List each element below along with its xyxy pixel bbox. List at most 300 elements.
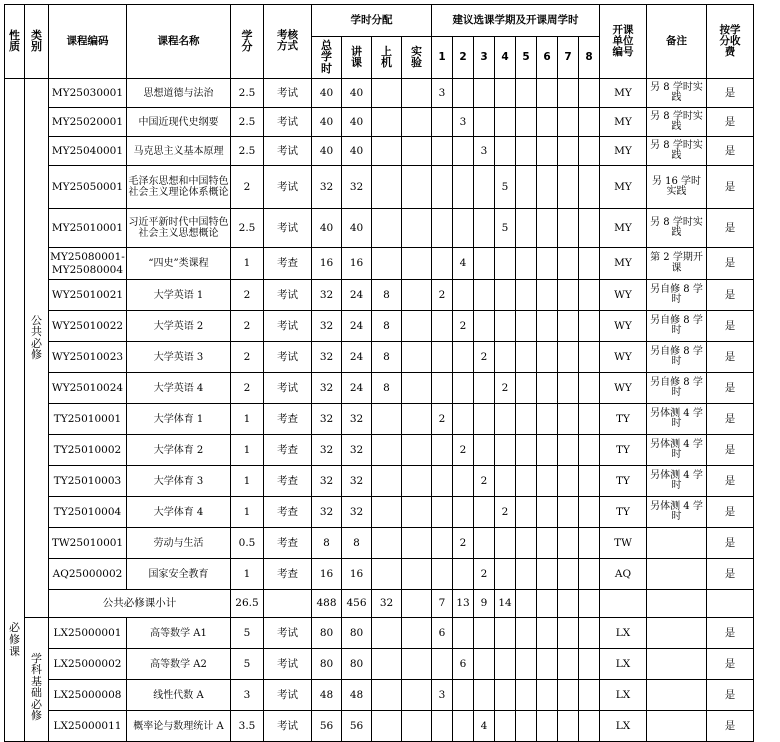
course-semester-3 [474, 280, 495, 311]
course-semester-7 [558, 166, 579, 209]
course-semester-5 [516, 618, 537, 649]
course-semester-7 [558, 435, 579, 466]
course-lecture-hours: 48 [342, 680, 372, 711]
course-semester-1: 2 [432, 404, 453, 435]
course-semester-6 [537, 280, 558, 311]
course-credits: 1 [231, 497, 264, 528]
course-credits: 1 [231, 466, 264, 497]
subtotal-semester-6 [537, 590, 558, 618]
course-total-hours: 56 [312, 711, 342, 742]
course-total-hours: 32 [312, 404, 342, 435]
course-experiment-hours [402, 108, 432, 137]
course-exam-method: 考试 [264, 373, 312, 404]
course-semester-3 [474, 680, 495, 711]
table-row [5, 404, 754, 435]
course-semester-2: 4 [453, 248, 474, 280]
course-fee: 是 [707, 528, 754, 559]
table-row [5, 618, 754, 649]
table-row [5, 497, 754, 528]
course-semester-5 [516, 108, 537, 137]
course-unit-code: MY [600, 108, 647, 137]
header-total-hours: 总学时 [312, 37, 342, 79]
header-experiment-hours: 实验 [402, 37, 432, 79]
header-nature: 性质 [5, 5, 25, 79]
course-credits: 1 [231, 559, 264, 590]
course-name: 习近平新时代中国特色社会主义思想概论 [127, 209, 231, 248]
course-experiment-hours [402, 435, 432, 466]
subtotal-semester-5 [516, 590, 537, 618]
course-lecture-hours: 56 [342, 711, 372, 742]
course-code: LX25000008 [49, 680, 127, 711]
course-semester-5 [516, 79, 537, 108]
course-semester-2: 2 [453, 435, 474, 466]
course-credits: 2 [231, 166, 264, 209]
course-name: 国家安全教育 [127, 559, 231, 590]
course-unit-code: LX [600, 649, 647, 680]
course-fee: 是 [707, 342, 754, 373]
course-semester-6 [537, 435, 558, 466]
course-semester-8 [579, 528, 600, 559]
course-semester-4: 5 [495, 166, 516, 209]
course-semester-8 [579, 342, 600, 373]
course-name: 概率论与数理统计 A [127, 711, 231, 742]
course-semester-8 [579, 435, 600, 466]
course-semester-1 [432, 711, 453, 742]
table-row [5, 248, 754, 280]
course-semester-8 [579, 137, 600, 166]
course-lecture-hours: 32 [342, 497, 372, 528]
course-credits: 1 [231, 435, 264, 466]
course-note [647, 711, 707, 742]
course-semester-2: 2 [453, 311, 474, 342]
course-total-hours: 8 [312, 528, 342, 559]
course-semester-1: 3 [432, 680, 453, 711]
course-semester-1 [432, 311, 453, 342]
header-semester-4: 4 [495, 37, 516, 79]
course-name: 大学英语 2 [127, 311, 231, 342]
course-semester-7 [558, 209, 579, 248]
course-semester-5 [516, 209, 537, 248]
subtotal-label: 公共必修课小计 [49, 590, 231, 618]
course-semester-3 [474, 79, 495, 108]
course-semester-7 [558, 404, 579, 435]
course-computer-hours: 8 [372, 280, 402, 311]
course-semester-1 [432, 108, 453, 137]
course-semester-5 [516, 497, 537, 528]
course-semester-6 [537, 137, 558, 166]
course-computer-hours [372, 466, 402, 497]
course-semester-6 [537, 248, 558, 280]
course-semester-4 [495, 680, 516, 711]
course-computer-hours: 8 [372, 342, 402, 373]
course-semester-2 [453, 166, 474, 209]
course-semester-3: 2 [474, 342, 495, 373]
course-credits: 2.5 [231, 108, 264, 137]
course-semester-7 [558, 466, 579, 497]
course-computer-hours [372, 435, 402, 466]
course-computer-hours [372, 108, 402, 137]
course-experiment-hours [402, 166, 432, 209]
course-unit-code: MY [600, 248, 647, 280]
course-unit-code: TW [600, 528, 647, 559]
course-experiment-hours [402, 497, 432, 528]
course-semester-8 [579, 311, 600, 342]
course-experiment-hours [402, 680, 432, 711]
course-semester-6 [537, 108, 558, 137]
nature-label: 必修课 [5, 79, 25, 742]
course-semester-3 [474, 166, 495, 209]
course-semester-3 [474, 404, 495, 435]
course-experiment-hours [402, 248, 432, 280]
course-semester-2: 3 [453, 108, 474, 137]
course-computer-hours [372, 209, 402, 248]
course-semester-2 [453, 342, 474, 373]
course-credits: 1 [231, 404, 264, 435]
subtotal-semester-8 [579, 590, 600, 618]
course-semester-6 [537, 373, 558, 404]
course-code: TY25010002 [49, 435, 127, 466]
course-computer-hours [372, 711, 402, 742]
header-hours-allocation: 学时分配 [312, 5, 432, 37]
course-semester-6 [537, 342, 558, 373]
course-computer-hours [372, 79, 402, 108]
course-credits: 5 [231, 618, 264, 649]
course-name: 大学体育 3 [127, 466, 231, 497]
table-row [5, 79, 754, 108]
course-semester-7 [558, 680, 579, 711]
course-exam-method: 考试 [264, 342, 312, 373]
header-computer-hours: 上机 [372, 37, 402, 79]
course-semester-4 [495, 466, 516, 497]
header-note: 备注 [647, 5, 707, 79]
table-row [5, 435, 754, 466]
header-semester-2: 2 [453, 37, 474, 79]
course-experiment-hours [402, 311, 432, 342]
course-fee: 是 [707, 711, 754, 742]
header-course-name: 课程名称 [127, 5, 231, 79]
course-experiment-hours [402, 373, 432, 404]
header-semester-7: 7 [558, 37, 579, 79]
course-semester-1 [432, 497, 453, 528]
course-fee: 是 [707, 466, 754, 497]
curriculum-table-wrapper [4, 4, 754, 742]
course-semester-3 [474, 618, 495, 649]
course-semester-1: 2 [432, 280, 453, 311]
course-semester-3 [474, 497, 495, 528]
course-semester-5 [516, 311, 537, 342]
course-semester-2: 6 [453, 649, 474, 680]
course-experiment-hours [402, 404, 432, 435]
course-semester-8 [579, 618, 600, 649]
subtotal-semester-7 [558, 590, 579, 618]
course-unit-code: MY [600, 137, 647, 166]
course-semester-6 [537, 79, 558, 108]
curriculum-table [4, 4, 754, 742]
course-semester-1 [432, 559, 453, 590]
course-code: AQ25000002 [49, 559, 127, 590]
course-lecture-hours: 24 [342, 342, 372, 373]
course-semester-3 [474, 209, 495, 248]
course-semester-8 [579, 79, 600, 108]
course-total-hours: 32 [312, 342, 342, 373]
course-semester-2 [453, 373, 474, 404]
header-semester-5: 5 [516, 37, 537, 79]
course-note: 另体测 4 学时 [647, 497, 707, 528]
course-note: 另 8 学时实践 [647, 209, 707, 248]
course-code: MY25050001 [49, 166, 127, 209]
course-semester-6 [537, 404, 558, 435]
course-semester-3 [474, 649, 495, 680]
course-experiment-hours [402, 711, 432, 742]
course-semester-8 [579, 404, 600, 435]
course-semester-1 [432, 649, 453, 680]
course-semester-4 [495, 137, 516, 166]
course-semester-5 [516, 166, 537, 209]
course-name: 中国近现代史纲要 [127, 108, 231, 137]
course-computer-hours [372, 166, 402, 209]
course-semester-1 [432, 466, 453, 497]
course-exam-method: 考试 [264, 166, 312, 209]
course-experiment-hours [402, 649, 432, 680]
course-fee: 是 [707, 559, 754, 590]
course-semester-8 [579, 248, 600, 280]
course-semester-8 [579, 466, 600, 497]
subtotal-experiment-hours [402, 590, 432, 618]
header-unit-code: 开课单位编号 [600, 5, 647, 79]
course-code: WY25010021 [49, 280, 127, 311]
table-row [5, 108, 754, 137]
course-semester-7 [558, 528, 579, 559]
course-experiment-hours [402, 559, 432, 590]
course-semester-8 [579, 280, 600, 311]
course-total-hours: 32 [312, 435, 342, 466]
course-semester-7 [558, 137, 579, 166]
course-exam-method: 考查 [264, 404, 312, 435]
course-semester-4 [495, 108, 516, 137]
course-semester-2 [453, 404, 474, 435]
table-row [5, 209, 754, 248]
course-name: 大学体育 4 [127, 497, 231, 528]
course-semester-2 [453, 680, 474, 711]
course-note: 另自修 8 学时 [647, 280, 707, 311]
course-semester-5 [516, 373, 537, 404]
table-row [5, 342, 754, 373]
course-name: 高等数学 A1 [127, 618, 231, 649]
course-semester-3: 2 [474, 559, 495, 590]
header-credits: 学分 [231, 5, 264, 79]
course-total-hours: 40 [312, 108, 342, 137]
course-semester-8 [579, 680, 600, 711]
course-code: MY25030001 [49, 79, 127, 108]
course-exam-method: 考试 [264, 209, 312, 248]
course-total-hours: 32 [312, 166, 342, 209]
course-semester-4 [495, 404, 516, 435]
course-name: 毛泽东思想和中国特色社会主义理论体系概论 [127, 166, 231, 209]
course-unit-code: TY [600, 404, 647, 435]
course-name: 线性代数 A [127, 680, 231, 711]
course-semester-7 [558, 311, 579, 342]
course-fee: 是 [707, 618, 754, 649]
course-exam-method: 考试 [264, 108, 312, 137]
course-note [647, 528, 707, 559]
course-semester-3 [474, 435, 495, 466]
course-semester-1: 3 [432, 79, 453, 108]
course-fee: 是 [707, 166, 754, 209]
table-row [5, 528, 754, 559]
course-semester-4 [495, 79, 516, 108]
course-semester-3 [474, 373, 495, 404]
course-note [647, 680, 707, 711]
course-computer-hours: 8 [372, 311, 402, 342]
course-semester-8 [579, 711, 600, 742]
course-experiment-hours [402, 137, 432, 166]
course-semester-8 [579, 108, 600, 137]
category-basic-label: 学科基础必修 [25, 618, 49, 742]
course-semester-6 [537, 649, 558, 680]
course-credits: 2.5 [231, 79, 264, 108]
course-code: WY25010022 [49, 311, 127, 342]
course-experiment-hours [402, 342, 432, 373]
course-semester-7 [558, 108, 579, 137]
course-fee: 是 [707, 435, 754, 466]
course-semester-1 [432, 528, 453, 559]
course-total-hours: 80 [312, 649, 342, 680]
course-computer-hours [372, 618, 402, 649]
course-semester-1 [432, 342, 453, 373]
course-semester-7 [558, 373, 579, 404]
header-semester-6: 6 [537, 37, 558, 79]
course-semester-5 [516, 559, 537, 590]
course-semester-8 [579, 166, 600, 209]
course-semester-2 [453, 137, 474, 166]
course-fee: 是 [707, 497, 754, 528]
course-semester-7 [558, 649, 579, 680]
course-semester-3: 4 [474, 711, 495, 742]
course-semester-7 [558, 711, 579, 742]
course-exam-method: 考试 [264, 618, 312, 649]
course-semester-2 [453, 79, 474, 108]
course-lecture-hours: 32 [342, 404, 372, 435]
course-semester-2 [453, 497, 474, 528]
course-semester-4: 5 [495, 209, 516, 248]
header-semester-group: 建议选课学期及开课周学时 [432, 5, 600, 37]
subtotal-semester-1: 7 [432, 590, 453, 618]
course-semester-4 [495, 342, 516, 373]
course-fee: 是 [707, 209, 754, 248]
course-experiment-hours [402, 79, 432, 108]
course-semester-5 [516, 680, 537, 711]
course-credits: 5 [231, 649, 264, 680]
course-credits: 2.5 [231, 209, 264, 248]
course-note: 另体测 4 学时 [647, 435, 707, 466]
subtotal-note [647, 590, 707, 618]
course-note: 另体测 4 学时 [647, 404, 707, 435]
course-semester-2 [453, 559, 474, 590]
course-unit-code: LX [600, 711, 647, 742]
course-semester-2 [453, 209, 474, 248]
course-semester-5 [516, 248, 537, 280]
course-credits: 2 [231, 373, 264, 404]
subtotal-unit [600, 590, 647, 618]
course-code: WY25010024 [49, 373, 127, 404]
course-name: 大学英语 1 [127, 280, 231, 311]
course-lecture-hours: 16 [342, 248, 372, 280]
course-credits: 3 [231, 680, 264, 711]
course-code: TW25010001 [49, 528, 127, 559]
table-row [5, 466, 754, 497]
course-code: LX25000011 [49, 711, 127, 742]
subtotal-total-hours: 488 [312, 590, 342, 618]
course-semester-3: 2 [474, 466, 495, 497]
course-semester-3 [474, 248, 495, 280]
course-lecture-hours: 32 [342, 435, 372, 466]
table-row [5, 280, 754, 311]
course-computer-hours [372, 137, 402, 166]
course-note: 第 2 学期开课 [647, 248, 707, 280]
course-experiment-hours [402, 280, 432, 311]
course-unit-code: WY [600, 311, 647, 342]
course-semester-2 [453, 618, 474, 649]
course-unit-code: MY [600, 79, 647, 108]
course-semester-5 [516, 280, 537, 311]
course-semester-8 [579, 497, 600, 528]
table-row [5, 680, 754, 711]
course-semester-6 [537, 466, 558, 497]
course-total-hours: 32 [312, 373, 342, 404]
course-lecture-hours: 8 [342, 528, 372, 559]
header-course-code: 课程编码 [49, 5, 127, 79]
course-total-hours: 16 [312, 248, 342, 280]
course-semester-1: 6 [432, 618, 453, 649]
course-lecture-hours: 24 [342, 280, 372, 311]
course-code: TY25010001 [49, 404, 127, 435]
course-unit-code: AQ [600, 559, 647, 590]
course-semester-2 [453, 466, 474, 497]
course-fee: 是 [707, 680, 754, 711]
header-semester-3: 3 [474, 37, 495, 79]
course-total-hours: 40 [312, 209, 342, 248]
course-semester-5 [516, 137, 537, 166]
course-unit-code: MY [600, 209, 647, 248]
course-fee: 是 [707, 311, 754, 342]
course-lecture-hours: 32 [342, 166, 372, 209]
course-lecture-hours: 40 [342, 79, 372, 108]
course-exam-method: 考查 [264, 497, 312, 528]
course-note: 另 8 学时实践 [647, 137, 707, 166]
curriculum-table-body [5, 79, 754, 742]
course-computer-hours [372, 649, 402, 680]
course-code: MY25010001 [49, 209, 127, 248]
course-name: 大学英语 4 [127, 373, 231, 404]
course-code: LX25000001 [49, 618, 127, 649]
table-row [5, 711, 754, 742]
course-semester-4 [495, 711, 516, 742]
header-lecture-hours: 讲课 [342, 37, 372, 79]
course-note [647, 649, 707, 680]
course-semester-1 [432, 373, 453, 404]
course-total-hours: 80 [312, 618, 342, 649]
course-name: 高等数学 A2 [127, 649, 231, 680]
course-exam-method: 考试 [264, 137, 312, 166]
course-lecture-hours: 80 [342, 649, 372, 680]
course-name: “四史”类课程 [127, 248, 231, 280]
course-computer-hours [372, 528, 402, 559]
course-semester-1 [432, 209, 453, 248]
course-unit-code: WY [600, 342, 647, 373]
course-semester-7 [558, 618, 579, 649]
course-semester-6 [537, 711, 558, 742]
course-semester-6 [537, 680, 558, 711]
